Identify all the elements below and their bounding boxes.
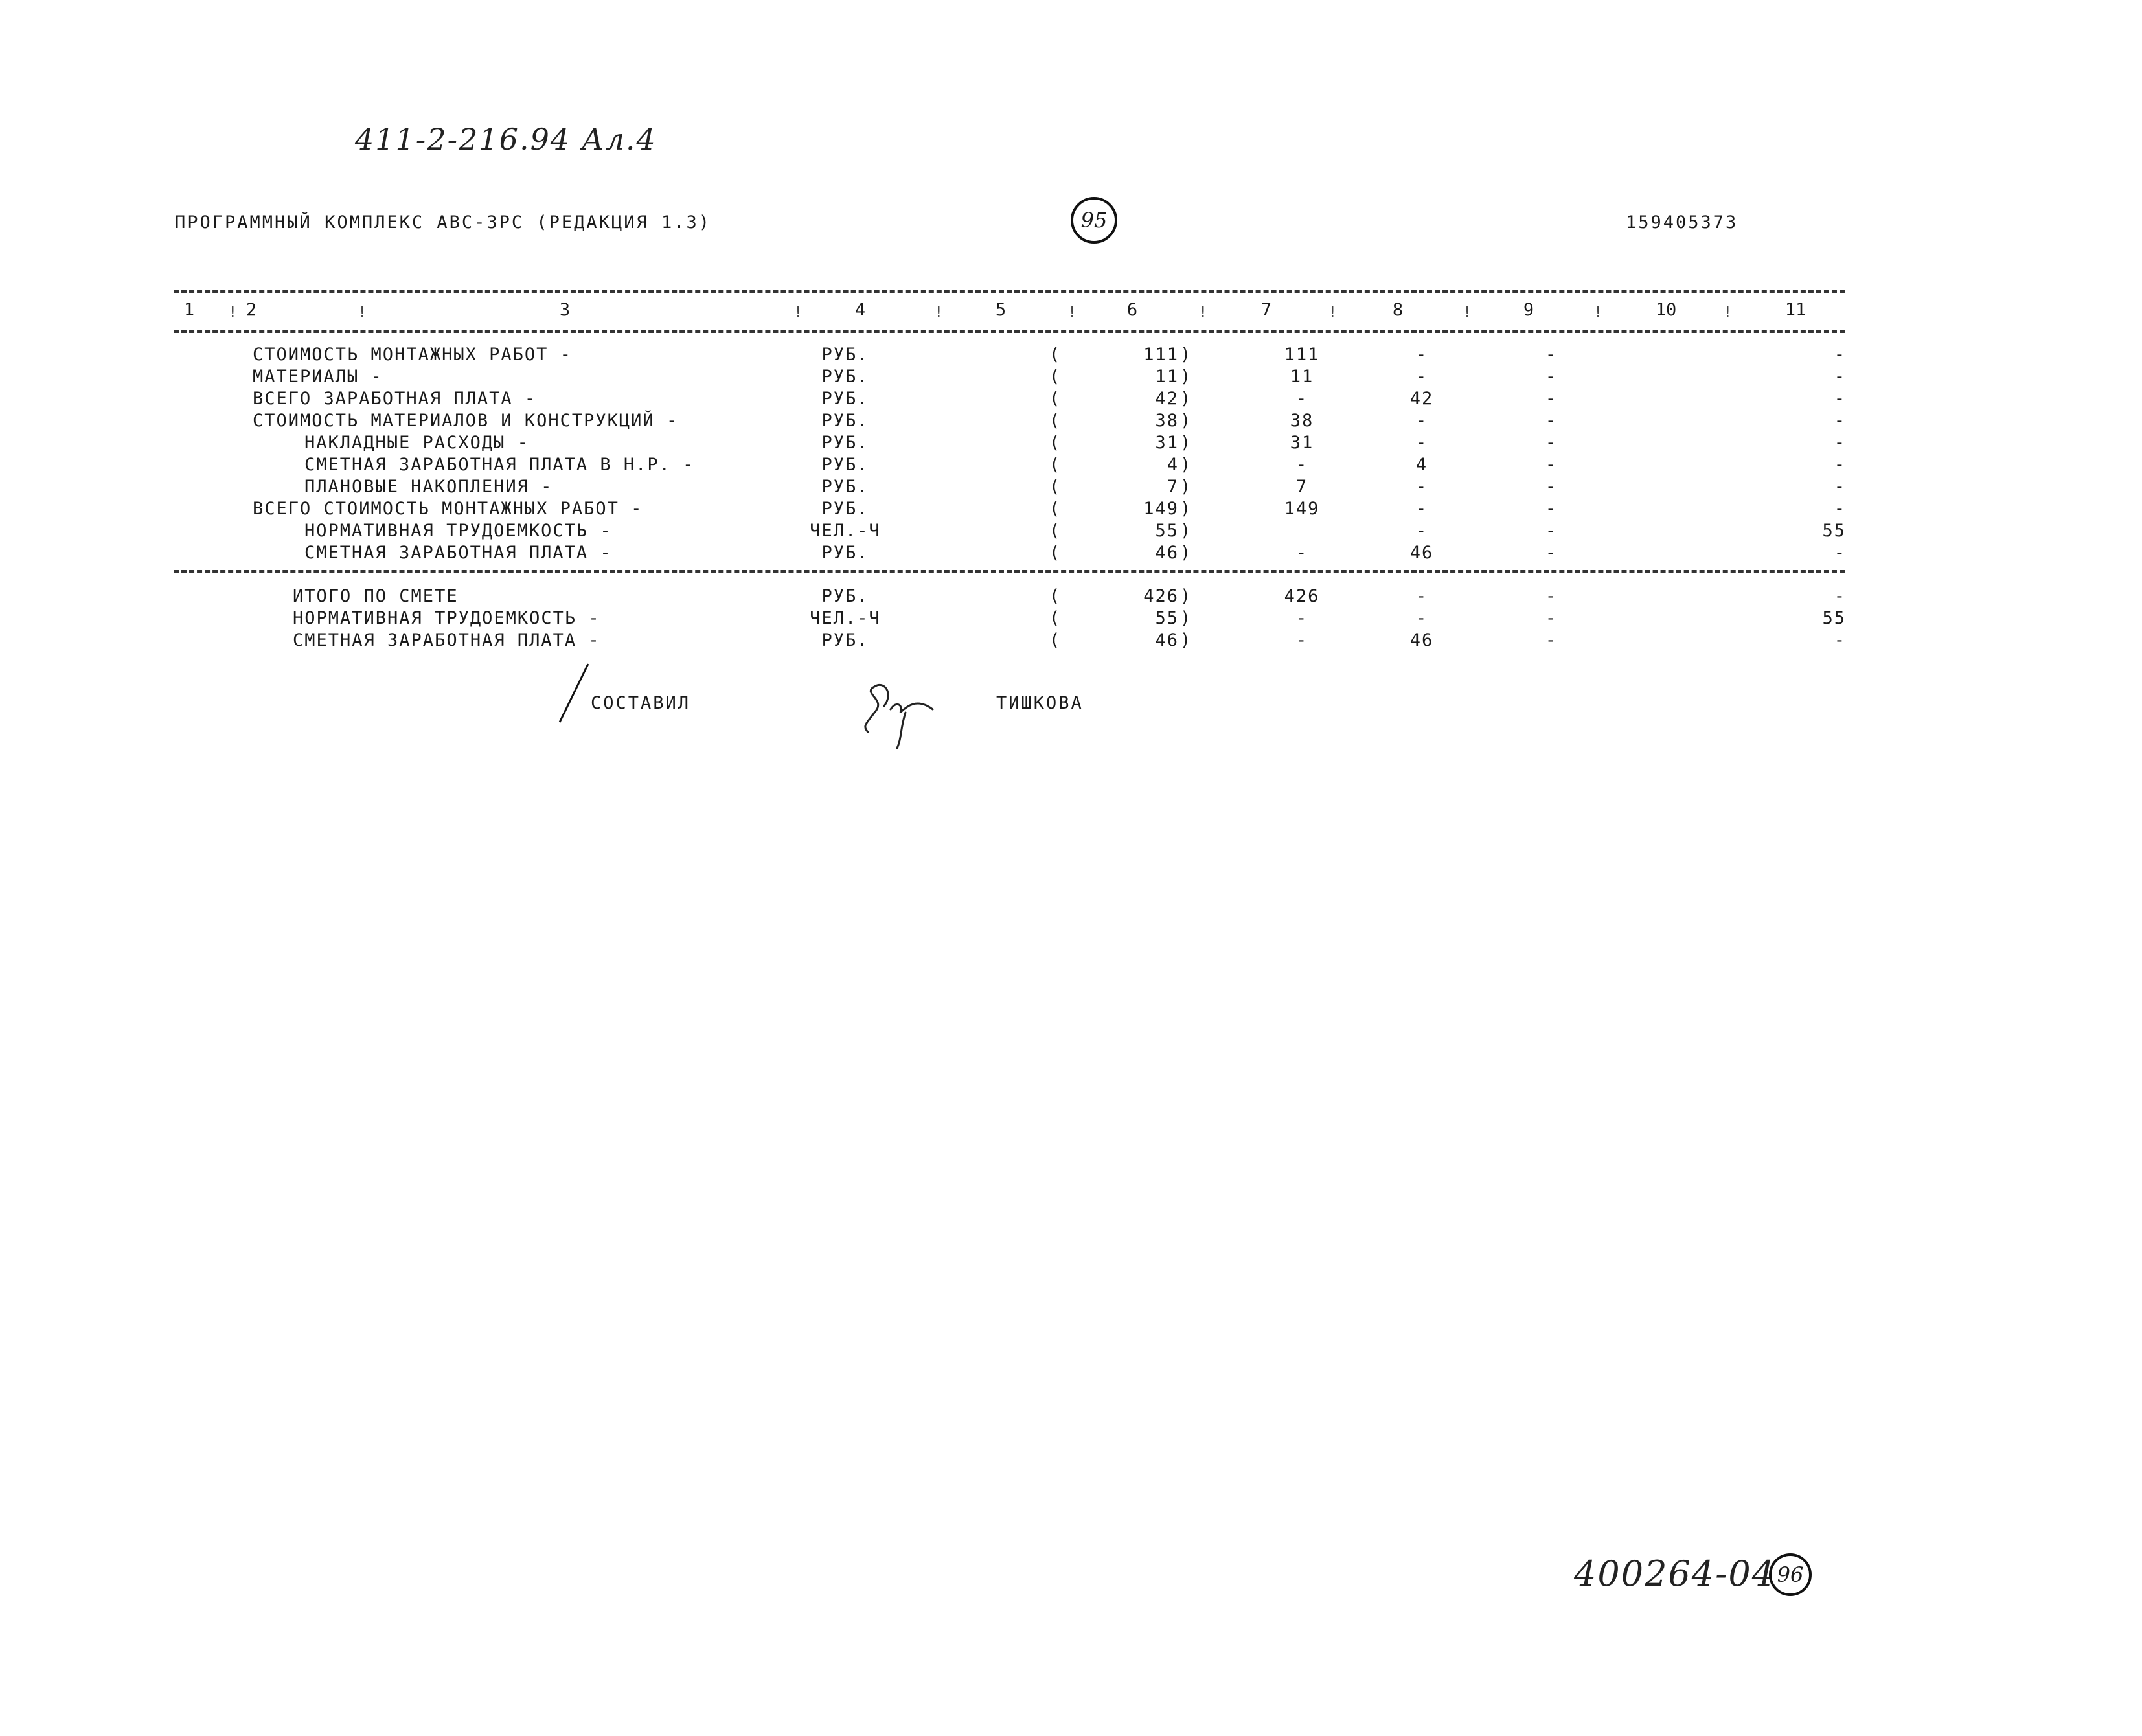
- row-name: МАТЕРИАЛЫ -: [253, 367, 383, 387]
- row-col9: -: [1545, 389, 1558, 409]
- column-separator: !: [793, 303, 803, 321]
- row-unit: ЧЕЛ.-Ч: [810, 608, 881, 628]
- row-unit: РУБ.: [821, 389, 869, 409]
- row-col9: -: [1545, 411, 1558, 431]
- table-row: [0, 499, 2142, 521]
- row-col8: -: [1415, 608, 1428, 628]
- row-col11: -: [1834, 477, 1846, 497]
- row-col7: 31: [1290, 433, 1314, 453]
- paren-close: ): [1180, 345, 1192, 365]
- row-col7: 7: [1295, 477, 1308, 497]
- column-separator: !: [1593, 303, 1603, 321]
- row-col11: -: [1834, 586, 1846, 606]
- paren-open: (: [1049, 389, 1062, 409]
- table-row: [0, 433, 2142, 455]
- paren-close: ): [1180, 411, 1192, 431]
- row-col9: -: [1545, 608, 1558, 628]
- paren-open: (: [1049, 586, 1062, 606]
- row-col7: -: [1295, 608, 1308, 628]
- row-unit: РУБ.: [821, 433, 869, 453]
- totals-separator-rule: [174, 570, 1845, 573]
- row-col8: -: [1415, 345, 1428, 365]
- row-unit: РУБ.: [821, 477, 869, 497]
- row-col6: 11: [1155, 367, 1179, 387]
- slash-mark: [556, 661, 595, 725]
- row-col6: 7: [1167, 477, 1179, 497]
- row-col8: -: [1415, 521, 1428, 541]
- table-row: [0, 630, 2142, 652]
- program-title: ПРОГРАММНЫЙ КОМПЛЕКС АВС-3РС (РЕДАКЦИЯ 1.3): [175, 212, 711, 233]
- paren-open: (: [1049, 630, 1062, 650]
- column-number-3: 3: [559, 300, 571, 320]
- column-number-2: 2: [245, 300, 257, 320]
- table-row: [0, 411, 2142, 433]
- row-col9: -: [1545, 521, 1558, 541]
- row-col7: 38: [1290, 411, 1314, 431]
- row-col7: -: [1295, 389, 1308, 409]
- column-separator: !: [1723, 303, 1733, 321]
- row-col6: 46: [1155, 630, 1179, 650]
- handwritten-reference-bottom: 400264-04: [1574, 1553, 1776, 1594]
- paren-open: (: [1049, 367, 1062, 387]
- row-col11: -: [1834, 543, 1846, 563]
- paren-open: (: [1049, 411, 1062, 431]
- row-col11: 55: [1822, 521, 1846, 541]
- paren-close: ): [1180, 389, 1192, 409]
- paren-close: ): [1180, 455, 1192, 475]
- row-col8: 42: [1409, 389, 1434, 409]
- paren-close: ): [1180, 433, 1192, 453]
- table-row: [0, 367, 2142, 389]
- row-name: СТОИМОСТЬ МАТЕРИАЛОВ И КОНСТРУКЦИЙ -: [253, 411, 679, 431]
- row-unit: РУБ.: [821, 345, 869, 365]
- column-number-6: 6: [1126, 300, 1138, 320]
- row-col6: 149: [1143, 499, 1179, 519]
- row-col11: -: [1834, 455, 1846, 475]
- column-number-8: 8: [1392, 300, 1404, 320]
- row-col8: -: [1415, 367, 1428, 387]
- paren-open: (: [1049, 433, 1062, 453]
- paren-open: (: [1049, 608, 1062, 628]
- row-unit: РУБ.: [821, 499, 869, 519]
- table-row: [0, 389, 2142, 411]
- row-unit: РУБ.: [821, 411, 869, 431]
- row-col7: -: [1295, 543, 1308, 563]
- column-separator: !: [1198, 303, 1208, 321]
- paren-close: ): [1180, 367, 1192, 387]
- row-col11: -: [1834, 499, 1846, 519]
- paren-open: (: [1049, 345, 1062, 365]
- row-col8: -: [1415, 586, 1428, 606]
- paren-open: (: [1049, 521, 1062, 541]
- row-col6: 4: [1167, 455, 1179, 475]
- column-number-7: 7: [1260, 300, 1272, 320]
- row-unit: РУБ.: [821, 455, 869, 475]
- row-col7: 426: [1284, 586, 1320, 606]
- paren-close: ): [1180, 630, 1192, 650]
- row-col6: 31: [1155, 433, 1179, 453]
- column-separator: !: [228, 303, 238, 321]
- row-col9: -: [1545, 543, 1558, 563]
- row-col11: -: [1834, 367, 1846, 387]
- table-row: [0, 345, 2142, 367]
- column-separator: !: [1328, 303, 1338, 321]
- row-col11: -: [1834, 389, 1846, 409]
- table-top-rule: [174, 290, 1845, 293]
- compiled-by-label: СОСТАВИЛ: [591, 693, 691, 713]
- row-col11: -: [1834, 411, 1846, 431]
- paren-open: (: [1049, 477, 1062, 497]
- row-name: НАКЛАДНЫЕ РАСХОДЫ -: [304, 433, 529, 453]
- table-row: [0, 455, 2142, 477]
- row-col7: 11: [1290, 367, 1314, 387]
- row-unit: РУБ.: [821, 586, 869, 606]
- page-number-circled-top: 95: [1071, 197, 1117, 244]
- row-col9: -: [1545, 499, 1558, 519]
- column-number-10: 10: [1655, 300, 1677, 320]
- row-col11: -: [1834, 345, 1846, 365]
- row-col9: -: [1545, 367, 1558, 387]
- row-col8: -: [1415, 477, 1428, 497]
- paren-close: ): [1180, 586, 1192, 606]
- column-separator: !: [358, 303, 367, 321]
- document-code: 159405373: [1626, 212, 1738, 233]
- row-col8: 46: [1409, 630, 1434, 650]
- row-col8: -: [1415, 411, 1428, 431]
- paren-close: ): [1180, 499, 1192, 519]
- paren-close: ): [1180, 477, 1192, 497]
- row-col7: 111: [1284, 345, 1320, 365]
- row-col8: 46: [1409, 543, 1434, 563]
- row-col11: -: [1834, 630, 1846, 650]
- row-col7: -: [1295, 455, 1308, 475]
- row-col8: -: [1415, 499, 1428, 519]
- column-separator: !: [1463, 303, 1472, 321]
- page-number-circled-bottom: 96: [1769, 1553, 1812, 1596]
- row-unit: РУБ.: [821, 543, 869, 563]
- signature-icon: [855, 674, 952, 751]
- row-col6: 38: [1155, 411, 1179, 431]
- row-col9: -: [1545, 433, 1558, 453]
- table-row: [0, 521, 2142, 543]
- column-number-4: 4: [854, 300, 866, 320]
- column-number-9: 9: [1523, 300, 1534, 320]
- paren-open: (: [1049, 455, 1062, 475]
- paren-open: (: [1049, 543, 1062, 563]
- row-name: СМЕТНАЯ ЗАРАБОТНАЯ ПЛАТА -: [304, 543, 612, 563]
- row-name: НОРМАТИВНАЯ ТРУДОЕМКОСТЬ -: [304, 521, 612, 541]
- paren-open: (: [1049, 499, 1062, 519]
- row-unit: РУБ.: [821, 367, 869, 387]
- paren-close: ): [1180, 608, 1192, 628]
- row-unit: ЧЕЛ.-Ч: [810, 521, 881, 541]
- row-col9: -: [1545, 630, 1558, 650]
- row-col9: -: [1545, 345, 1558, 365]
- row-name: ВСЕГО СТОИМОСТЬ МОНТАЖНЫХ РАБОТ -: [253, 499, 643, 519]
- row-col8: -: [1415, 433, 1428, 453]
- row-col11: -: [1834, 433, 1846, 453]
- row-col6: 55: [1155, 521, 1179, 541]
- row-col9: -: [1545, 455, 1558, 475]
- compiler-name: ТИШКОВА: [996, 693, 1084, 713]
- row-unit: РУБ.: [821, 630, 869, 650]
- row-name: НОРМАТИВНАЯ ТРУДОЕМКОСТЬ -: [293, 608, 600, 628]
- column-number-5: 5: [995, 300, 1007, 320]
- row-col6: 42: [1155, 389, 1179, 409]
- column-separator: !: [1067, 303, 1077, 321]
- column-separator: !: [934, 303, 944, 321]
- column-number-1: 1: [183, 300, 195, 320]
- row-name: СМЕТНАЯ ЗАРАБОТНАЯ ПЛАТА В Н.Р. -: [304, 455, 695, 475]
- row-name: ВСЕГО ЗАРАБОТНАЯ ПЛАТА -: [253, 389, 537, 409]
- row-col8: 4: [1415, 455, 1428, 475]
- row-col9: -: [1545, 477, 1558, 497]
- paren-close: ): [1180, 543, 1192, 563]
- row-col6: 55: [1155, 608, 1179, 628]
- table-row: [0, 543, 2142, 565]
- row-name: ИТОГО ПО СМЕТЕ: [293, 586, 459, 606]
- column-number-11: 11: [1784, 300, 1806, 320]
- handwritten-reference-top: 411-2-216.94 Ал.4: [355, 122, 657, 157]
- row-col6: 46: [1155, 543, 1179, 563]
- table-row: [0, 477, 2142, 499]
- row-name: СТОИМОСТЬ МОНТАЖНЫХ РАБОТ -: [253, 345, 572, 365]
- row-col7: 149: [1284, 499, 1320, 519]
- paren-close: ): [1180, 521, 1192, 541]
- table-row: [0, 608, 2142, 630]
- row-col9: -: [1545, 586, 1558, 606]
- header-bottom-rule: [174, 330, 1845, 333]
- row-col6: 426: [1143, 586, 1179, 606]
- row-col7: -: [1295, 630, 1308, 650]
- row-col6: 111: [1143, 345, 1179, 365]
- table-row: [0, 586, 2142, 608]
- row-name: СМЕТНАЯ ЗАРАБОТНАЯ ПЛАТА -: [293, 630, 600, 650]
- row-col11: 55: [1822, 608, 1846, 628]
- row-name: ПЛАНОВЫЕ НАКОПЛЕНИЯ -: [304, 477, 553, 497]
